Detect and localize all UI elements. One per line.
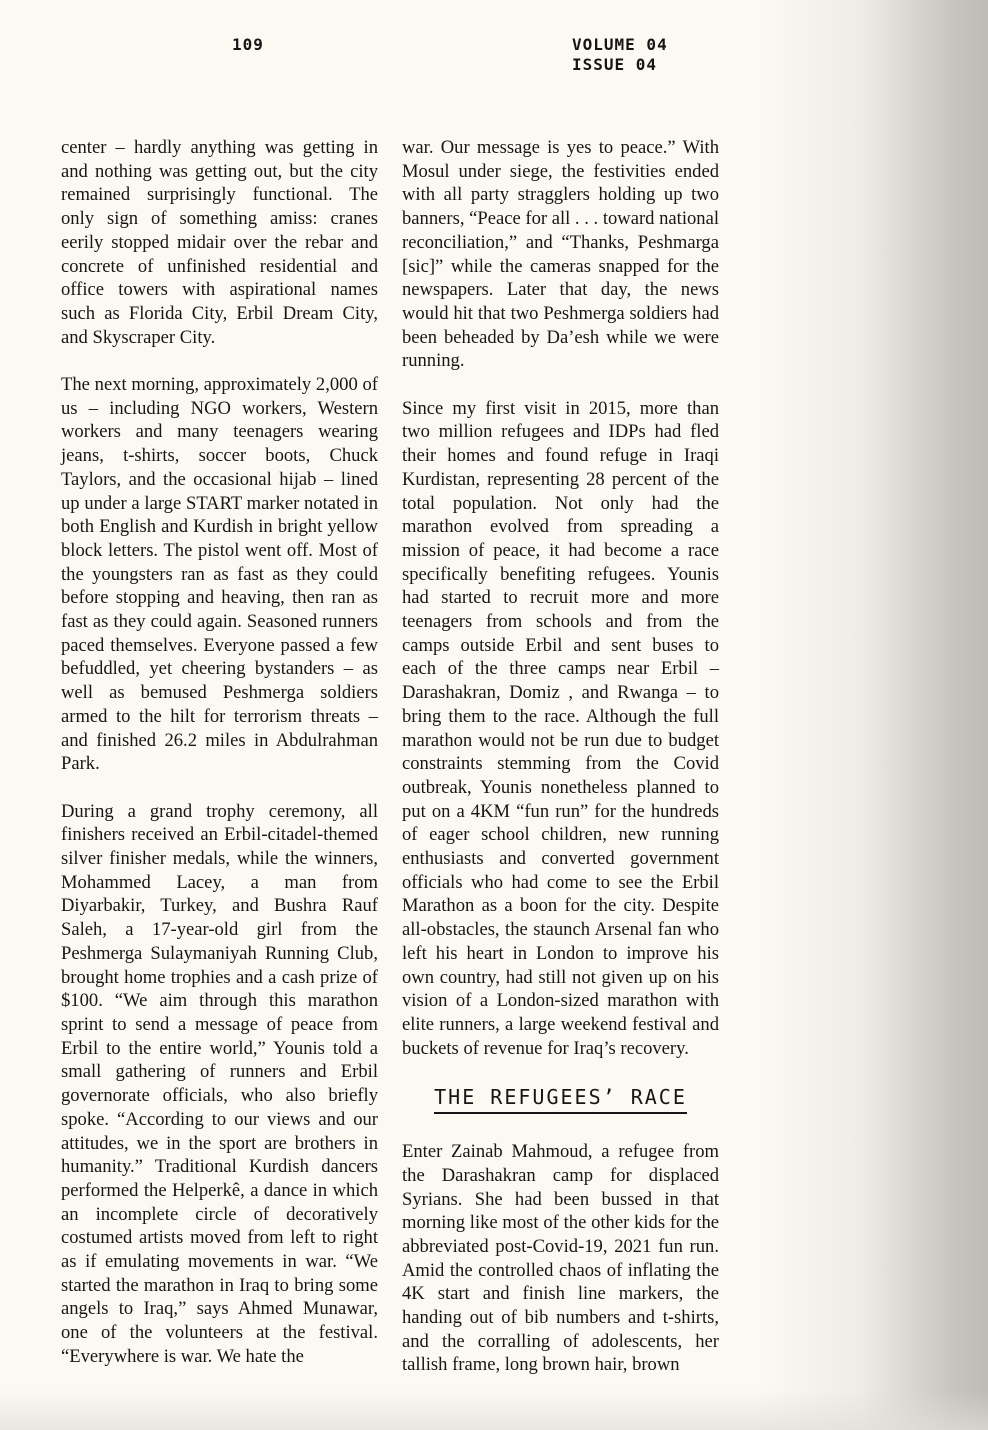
- section-heading-text: THE REFUGEES’ RACE: [434, 1084, 687, 1114]
- paragraph: war. Our message is yes to peace.” With Mosul under siege, the festivities ended with all party stragglers holding up two banners, “Peace for all . . . toward national reconciliation,” and “Thanks, Peshmarga [sic]” while the cameras snapped for the newspapers. Later that day, the news would hit that two Peshmerga soldiers had been beheaded by Da’esh while we were running.: [402, 137, 720, 372]
- right-column: [402, 136, 719, 1377]
- section-heading: [402, 1084, 719, 1114]
- issue-label: [572, 35, 668, 75]
- left-column: [61, 136, 378, 1369]
- page-number: 109: [232, 35, 264, 54]
- paragraph: The next morning, approximately 2,000 of us – including NGO workers, Western workers and many teenagers wearing jeans, t-shirts, soccer boots, Chuck Taylors, and the occasional hijab – lined up under a large START marker notated in both English and Kurdish in bright yellow block letters. The pistol went off. Most of the youngsters ran as fast as they could before stopping and heaving, then ran as fast as they could again. Seasoned runners paced themselves. Everyone passed a few befuddled, yet cheering bystanders – as well as bemused Peshmerga soldiers armed to the hilt for terrorism threats – and finished 26.2 miles in Abdulrahman Park.: [61, 374, 378, 775]
- paragraph: center – hardly anything was getting in and nothing was getting out, but the city remained surprisingly functional. The only sign of something amiss: cranes eerily stopped midair over the rebar and concrete of unfinished residential and office towers with aspirational names such as Florida City, Erbil Dream City, and Skyscraper City.: [61, 137, 378, 348]
- issue-number-label: ISSUE 04: [572, 55, 658, 74]
- paragraph: Enter Zainab Mahmoud, a refugee from the Darashakran camp for displaced Syrians. She had been bussed in that morning like most of the other kids for the abbreviated post-Covid-19, 2021 fun run. Amid the controlled chaos of inflating the 4K start and finish line markers, the handing out of bib numbers and t-shirts, and the corralling of adolescents, her tallish frame, long brown hair, brown: [402, 1141, 719, 1376]
- page-bottom-shadow: [0, 1390, 988, 1430]
- page-gutter-shadow: [758, 0, 988, 1430]
- paragraph: Since my first visit in 2015, more than two million refugees and IDPs had fled their homes and found refuge in Iraqi Kurdistan, representing 28 percent of the total population. Not only had the marathon evolved from spreading a mission of peace, it had become a race specifically benefiting refugees. Younis had started to recruit more and more teenagers from schools and from the camps outside Erbil and sent buses to each of the three camps near Erbil – Darashakran, Domiz , and Rwanga – to bring them to the race. Although the full marathon would not be run due to budget constraints stemming from the Covid outbreak, Younis nonetheless planned to put on a 4KM “fun run” for the hundreds of eager school children, new running enthusiasts and converted government officials who had come to see the Erbil Marathon as a boon for the city. Despite all-obstacles, the staunch Arsenal fan who left his heart in London to improve his own country, had still not given up on his vision of a London-sized marathon with elite runners, a large weekend festival and buckets of revenue for Iraq’s recovery.: [402, 397, 719, 1059]
- volume-label: VOLUME 04: [572, 35, 668, 54]
- paragraph: During a grand trophy ceremony, all finishers received an Erbil-citadel-themed silver finisher medals, while the winners, Mohammed Lacey, a man from Diyarbakir, Turkey, and Bushra Rauf Saleh, a 17-year-old girl from the Peshmerga Sulaymaniyah Running Club, brought home trophies and a cash prize of $100. “We aim through this marathon sprint to send a message of peace from Erbil to the entire world,” Younis told a small gathering of runners and Erbil governorate officials, who also briefly spoke. “According to our views and our attitudes, we in the sport are brothers in humanity.” Traditional Kurdish dancers performed the Helperkê, a dance in which an incomplete circle of decoratively costumed artists moved from left to right as if emulating movements in war. “We started the marathon in Iraq to bring some angels to Iraq,” says Ahmed Munawar, one of the volunteers at the festival. “Everywhere is war. We hate the: [61, 800, 378, 1367]
